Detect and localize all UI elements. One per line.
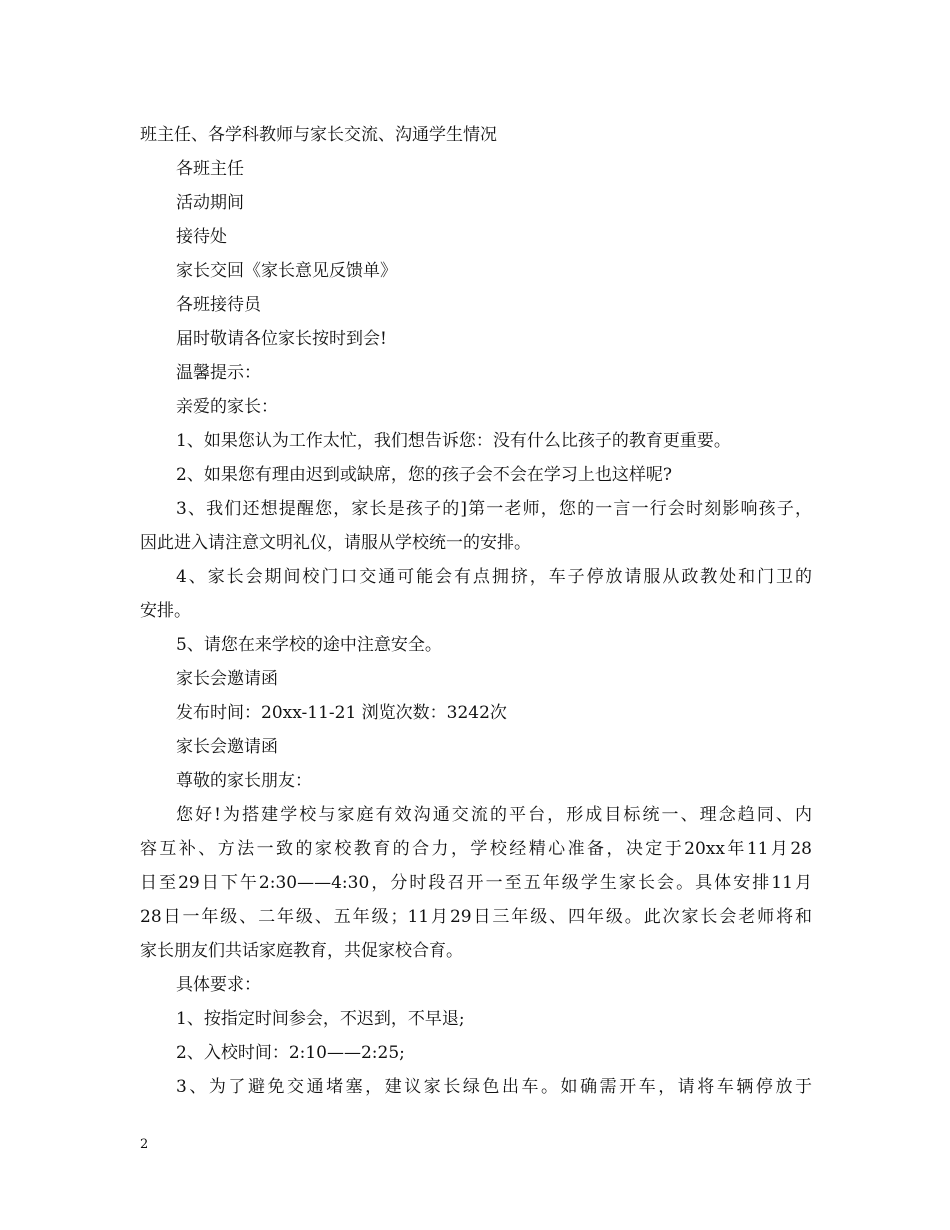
text-line: 安排。 <box>140 601 191 621</box>
text-line: 2、入校时间：2:10——2:25; <box>176 1043 405 1063</box>
text-line: 您好!为搭建学校与家庭有效沟通交流的平台，形成目标统一、理念趋同、内 <box>176 805 812 825</box>
text-line: 3、为了避免交通堵塞，建议家长绿色出车。如确需开车，请将车辆停放于 <box>176 1077 812 1097</box>
text-line: 班主任、各学科教师与家长交流、沟通学生情况 <box>140 125 497 145</box>
text-line: 家长交回《家长意见反馈单》 <box>176 261 397 281</box>
text-line: 容互补、方法一致的家校教育的合力，学校经精心准备，决定于20xx年11月28 <box>140 839 812 859</box>
document-body <box>140 118 812 1104</box>
text-line: 2、如果您有理由迟到或缺席，您的孩子会不会在学习上也这样呢? <box>176 465 672 485</box>
page-number: 2 <box>140 1137 149 1152</box>
text-line: 家长朋友们共话家庭教育，共促家校合育。 <box>140 941 463 961</box>
text-line: 家长会邀请函 <box>176 669 278 689</box>
text-line: 各班接待员 <box>176 295 261 315</box>
text-line: 1、如果您认为工作太忙，我们想告诉您：没有什么比孩子的教育更重要。 <box>176 431 731 451</box>
text-line: 亲爱的家长： <box>176 397 278 417</box>
text-line: 届时敬请各位家长按时到会! <box>176 329 387 349</box>
text-line: 接待处 <box>176 227 227 247</box>
text-line: 4、家长会期间校门口交通可能会有点拥挤，车子停放请服从政教处和门卫的 <box>176 567 812 587</box>
text-line: 因此进入请注意文明礼仪，请服从学校统一的安排。 <box>140 533 531 553</box>
text-line: 发布时间：20xx-11-21 浏览次数：3242次 <box>176 703 507 723</box>
text-line: 1、按指定时间参会，不迟到，不早退; <box>176 1009 465 1029</box>
text-line: 日至29日下午2:30——4:30，分时段召开一至五年级学生家长会。具体安排11月 <box>140 873 812 893</box>
text-line: 3、我们还想提醒您，家长是孩子的]第一老师，您的一言一行会时刻影响孩子， <box>176 499 812 519</box>
text-line: 5、请您在来学校的途中注意安全。 <box>176 635 442 655</box>
text-line: 各班主任 <box>176 159 244 179</box>
text-line: 28日一年级、二年级、五年级；11月29日三年级、四年级。此次家长会老师将和 <box>140 907 812 927</box>
text-line: 尊敬的家长朋友： <box>176 771 312 791</box>
text-line: 具体要求： <box>176 975 261 995</box>
text-line: 温馨提示： <box>176 363 261 383</box>
text-line: 活动期间 <box>176 193 244 213</box>
text-line: 家长会邀请函 <box>176 737 278 757</box>
